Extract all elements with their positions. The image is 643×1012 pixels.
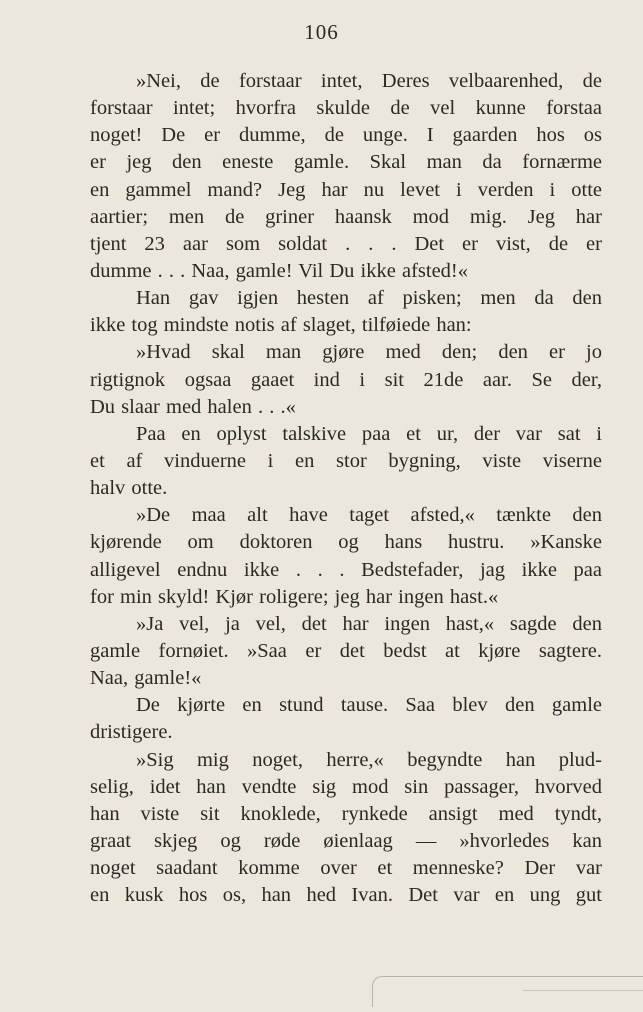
- text-line: aartier; men de griner haansk mod mig. Jeg har: [90, 205, 602, 228]
- page-number: 106: [304, 20, 339, 44]
- text-line: dumme . . . Naa, gamle! Vil Du ikke afsted!«: [90, 259, 468, 282]
- text-line: De kjørte en stund tause. Saa blev den gamle: [136, 694, 602, 717]
- text-line: noget! De er dumme, de unge. I gaarden hos os: [90, 124, 602, 147]
- text-line: Naa, gamle!«: [90, 667, 202, 690]
- body-text: [90, 68, 602, 909]
- text-line: Du slaar med halen . . .«: [90, 395, 296, 418]
- text-line: en gammel mand? Jeg har nu levet i verden i otte: [90, 178, 602, 201]
- text-line: »Ja vel, ja vel, det har ingen hast,« sagde den: [136, 612, 602, 635]
- text-line: en kusk hos os, han hed Ivan. Det var en ung gut: [90, 884, 602, 907]
- text-line: forstaar intet; hvorfra skulde de vel kunne forstaa: [90, 97, 602, 120]
- text-line: er jeg den eneste gamle. Skal man da fornærme: [90, 151, 602, 174]
- text-line: Han gav igjen hesten af pisken; men da den: [136, 287, 602, 310]
- text-line: ikke tog mindste notis af slaget, tilføiede han:: [90, 314, 472, 337]
- text-line: Paa en oplyst talskive paa et ur, der var sat i: [136, 422, 602, 445]
- text-line: »Nei, de forstaar intet, Deres velbaarenhed, de: [136, 70, 602, 92]
- text-line: et af vinduerne i en stor bygning, viste viserne: [90, 449, 602, 472]
- text-line: noget saadant komme over et menneske? Der var: [90, 857, 602, 880]
- text-line: tjent 23 aar som soldat . . . Det er vist, de er: [90, 232, 602, 255]
- text-line: »De maa alt have taget afsted,« tænkte den: [136, 504, 602, 527]
- text-line: for min skyld! Kjør roligere; jeg har ingen hast.«: [90, 585, 499, 608]
- text-line: dristigere.: [90, 721, 173, 744]
- text-line: rigtignok ogsaa gaaet ind i sit 21de aar. Se der,: [90, 368, 602, 391]
- text-line: han viste sit knoklede, rynkede ansigt med tyndt,: [90, 802, 602, 825]
- text-line: graat skjeg og røde øienlaag — »hvorledes kan: [90, 829, 602, 852]
- text-line: halv otte.: [90, 477, 168, 500]
- text-line: alligevel endnu ikke . . . Bedstefader, jag ikke paa: [90, 558, 602, 581]
- page-edge-divider: [523, 990, 643, 991]
- text-line: kjørende om doktoren og hans hustru. »Kanske: [90, 531, 602, 554]
- text-line: gamle fornøiet. »Saa er det bedst at kjøre sagtere.: [90, 639, 602, 662]
- text-line: »Hvad skal man gjøre med den; den er jo: [136, 341, 602, 364]
- text-line: »Sig mig noget, herre,« begyndte han plud-: [136, 748, 602, 771]
- text-line: selig, idet han vendte sig mod sin passager, hvorved: [90, 775, 602, 798]
- page-corner-rule: [372, 976, 643, 1007]
